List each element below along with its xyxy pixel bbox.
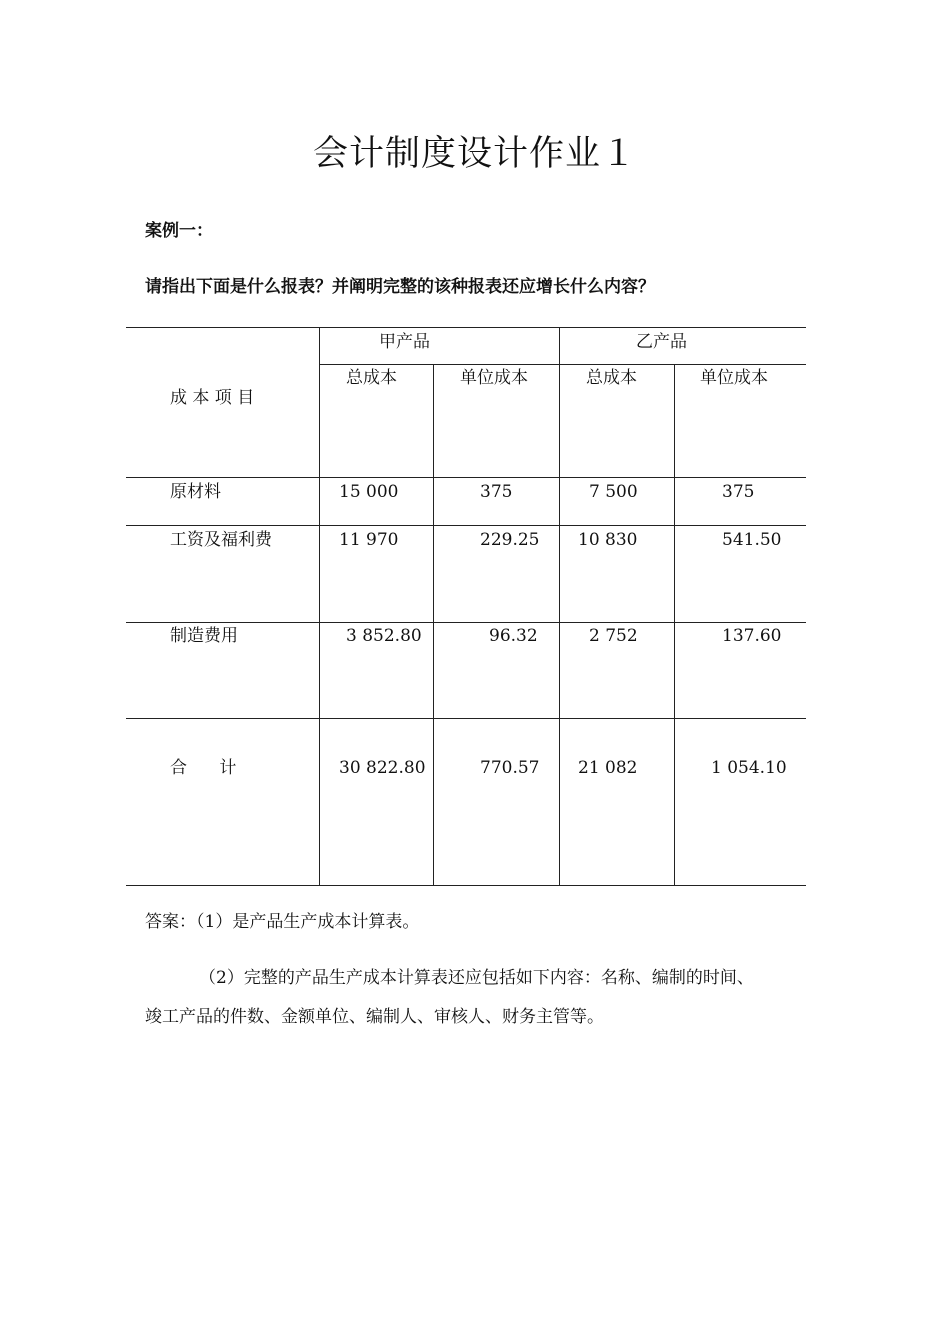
product-b-header: 乙产品 — [636, 332, 687, 352]
answer-line: （2）完整的产品生产成本计算表还应包括如下内容：名称、编制的时间、 — [199, 968, 754, 988]
table-divider — [319, 364, 806, 365]
cell-value: 1 054.10 — [711, 758, 787, 778]
cell-value: 2 752 — [589, 626, 638, 646]
table-divider — [126, 525, 806, 526]
cell-value: 96.32 — [489, 626, 538, 646]
answer-line: 竣工产品的件数、金额单位、编制人、审核人、财务主管等。 — [145, 1007, 604, 1027]
table-border-top — [126, 327, 806, 328]
cell-value: 229.25 — [480, 530, 540, 550]
cell-value: 7 500 — [589, 482, 638, 502]
row-item: 原材料 — [170, 482, 221, 502]
cell-value: 15 000 — [339, 482, 399, 502]
product-a-header: 甲产品 — [379, 332, 430, 352]
table-divider — [126, 718, 806, 719]
table-border-bottom — [126, 885, 806, 886]
cell-value: 770.57 — [480, 758, 540, 778]
row-header: 成 本 项 目 — [170, 388, 255, 408]
table-divider — [126, 477, 806, 478]
page-title: 会计制度设计作业１ — [312, 134, 637, 174]
sub-header: 单位成本 — [700, 368, 768, 388]
table-divider — [433, 364, 434, 886]
table-divider — [674, 364, 675, 886]
row-item: 工资及福利费 — [170, 530, 272, 550]
cell-value: 11 970 — [339, 530, 399, 550]
cell-value: 541.50 — [722, 530, 782, 550]
sub-header: 单位成本 — [460, 368, 528, 388]
cell-value: 21 082 — [578, 758, 638, 778]
cell-value: 10 830 — [578, 530, 638, 550]
row-item: 合 计 — [170, 758, 237, 778]
row-item: 制造费用 — [170, 626, 238, 646]
answer-line: 答案：（1）是产品生产成本计算表。 — [145, 912, 420, 932]
case-label: 案例一： — [145, 221, 213, 241]
table-divider — [319, 327, 320, 886]
cell-value: 3 852.80 — [346, 626, 422, 646]
table-divider — [559, 327, 560, 886]
cell-value: 375 — [722, 482, 755, 502]
cell-value: 30 822.80 — [339, 758, 426, 778]
question-text: 请指出下面是什么报表？并阐明完整的该种报表还应增长什么内容？ — [145, 277, 655, 297]
cell-value: 375 — [480, 482, 513, 502]
cell-value: 137.60 — [722, 626, 782, 646]
table-divider — [126, 622, 806, 623]
sub-header: 总成本 — [586, 368, 637, 388]
sub-header: 总成本 — [346, 368, 397, 388]
